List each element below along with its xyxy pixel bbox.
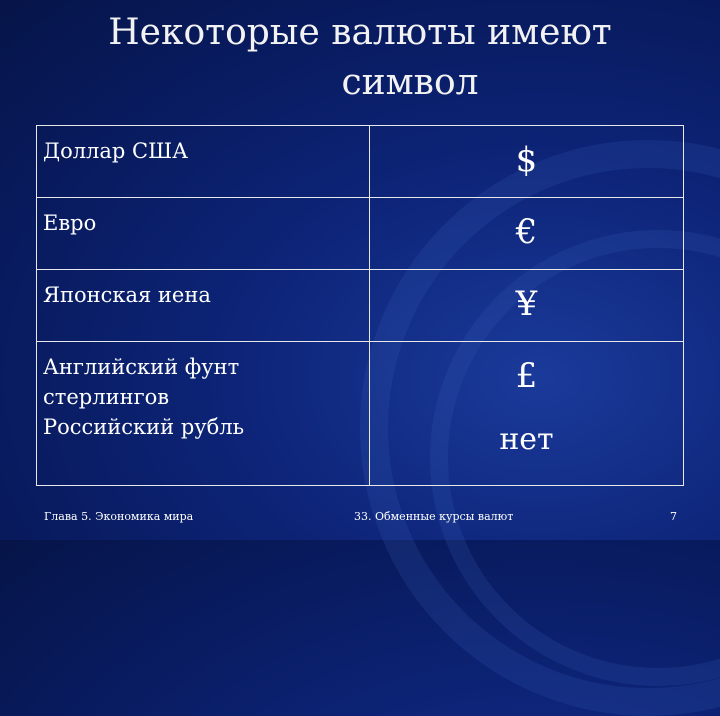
- currency-name: Доллар США: [37, 126, 370, 198]
- page-number: 7: [670, 510, 677, 523]
- currency-symbol-cell: [370, 342, 684, 486]
- currency-symbol: $: [370, 126, 684, 198]
- footer-chapter: Глава 5. Экономика мира: [44, 510, 194, 523]
- table-row: [37, 270, 684, 342]
- currency-name: Российский рубль: [43, 415, 245, 439]
- slide-title-line-2: символ: [341, 62, 479, 103]
- currency-name: Английский фунт стерлингов: [43, 355, 240, 409]
- table-row: [37, 126, 684, 198]
- currency-symbol: €: [370, 198, 684, 270]
- currency-name: Японская иена: [37, 270, 370, 342]
- currency-symbol: нет: [499, 422, 554, 457]
- currency-name-cell: [37, 342, 370, 486]
- slide-title: [0, 8, 720, 108]
- footer-section: 33. Обменные курсы валют: [354, 510, 514, 523]
- slide-title-line-1: Некоторые валюты имеют: [108, 12, 612, 53]
- currency-symbol: £: [515, 356, 538, 396]
- currency-name: Евро: [37, 198, 370, 270]
- table-row: [37, 198, 684, 270]
- currency-symbol: ¥: [370, 270, 684, 342]
- currency-table: [36, 125, 684, 486]
- table-row: [37, 342, 684, 486]
